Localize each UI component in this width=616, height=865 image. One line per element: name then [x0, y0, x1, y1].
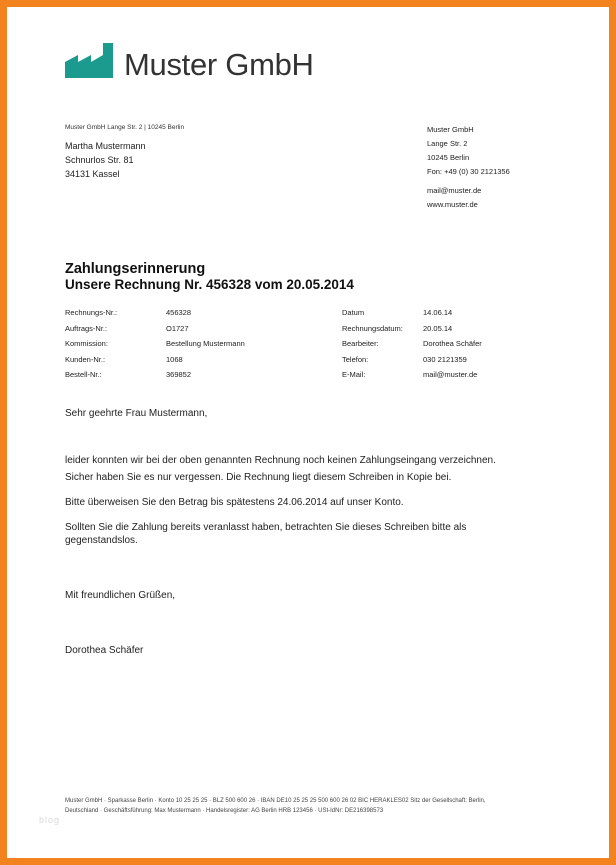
meta-label: Rechnungs-Nr.: — [65, 308, 118, 317]
meta-label: Rechnungsdatum: — [342, 323, 403, 333]
title-main: Zahlungserinnerung — [65, 261, 206, 277]
meta-row — [342, 355, 482, 371]
company-line: Muster GmbH — [427, 125, 474, 134]
meta-label: Kommission: — [65, 339, 108, 348]
watermark: blog — [39, 815, 61, 825]
recipient-line: Schnurlos Str. 81 — [65, 155, 134, 165]
invoice-details-left — [65, 308, 245, 386]
recipient-line: 34131 Kassel — [65, 169, 120, 179]
company-email: mail@muster.de — [427, 186, 482, 195]
meta-label: Auftrags-Nr.: — [65, 323, 108, 333]
invoice-details-right — [342, 308, 482, 386]
meta-value: O1727 — [166, 323, 189, 333]
meta-row — [342, 324, 482, 340]
letter-body — [65, 407, 565, 657]
meta-label: Bearbeiter: — [342, 339, 379, 348]
meta-label: Telefon: — [342, 354, 369, 364]
meta-value: 030 2121359 — [423, 354, 467, 364]
meta-row — [342, 308, 482, 324]
meta-value: 456328 — [166, 308, 192, 317]
meta-row — [342, 339, 482, 355]
recipient-line: Martha Mustermann — [65, 141, 146, 151]
meta-value: mail@muster.de — [423, 370, 478, 379]
sender-return-address: Muster GmbH Lange Str. 2 | 10245 Berlin — [65, 124, 185, 131]
meta-row — [65, 339, 245, 355]
meta-value: Dorothea Schäfer — [423, 339, 482, 348]
closing: Mit freundlichen Grüßen, — [65, 590, 176, 601]
meta-value: Bestellung Mustermann — [166, 339, 245, 348]
paragraph: Sicher haben Sie es nur vergessen. Die Rechnung liegt diesem Schreiben in Kopie bei. — [65, 472, 452, 483]
company-logo — [65, 43, 314, 82]
footer — [65, 796, 545, 816]
meta-value: 14.06.14 — [423, 308, 453, 317]
meta-label: E-Mail: — [342, 370, 366, 379]
salutation: Sehr geehrte Frau Mustermann, — [65, 408, 208, 419]
company-address — [427, 123, 510, 212]
recipient-address — [65, 139, 146, 181]
letter-title — [65, 261, 354, 293]
paragraph: leider konnten wir bei der oben genannten Rechnung noch keinen Zahlungseingang verzeichnen. — [65, 455, 496, 466]
signature: Dorothea Schäfer — [65, 645, 144, 656]
meta-label: Bestell-Nr.: — [65, 370, 102, 379]
paragraph: Bitte überweisen Sie den Betrag bis spätestens 24.06.2014 auf unser Konto. — [65, 497, 404, 508]
meta-row — [65, 370, 245, 386]
meta-row — [65, 324, 245, 340]
company-line: 10245 Berlin — [427, 153, 470, 162]
footer-line: Muster GmbH · Sparkasse Berlin · Konto 10 25 25 25 · BLZ 500 600 26 · IBAN DE10 25 25 25 500 600 26 02 BIC HERAKLES02 Sitz der Gesellschaft: Berlin, — [65, 798, 486, 804]
company-website: www.muster.de — [427, 200, 478, 209]
factory-icon — [65, 43, 115, 78]
meta-row — [342, 370, 482, 386]
meta-value: 20.05.14 — [423, 323, 453, 333]
meta-label: Kunden-Nr.: — [65, 354, 106, 364]
meta-label: Datum — [342, 308, 365, 317]
meta-value: 369852 — [166, 370, 192, 379]
title-sub: Unsere Rechnung Nr. 456328 vom 20.05.2014 — [65, 277, 354, 292]
meta-row — [65, 308, 245, 324]
paragraph: Sollten Sie die Zahlung bereits veranlasst haben, betrachten Sie dieses Schreiben bitte als gegenstandslos. — [65, 522, 467, 546]
company-phone: Fon: +49 (0) 30 2121356 — [427, 167, 510, 176]
letter-page — [7, 7, 609, 858]
footer-line: Deutschland · Geschäftsführung: Max Mustermann · Handelsregister: AG Berlin HRB 123456 · USt-IdNr: DE216398573 — [65, 808, 384, 814]
meta-row — [65, 355, 245, 371]
meta-value: 1068 — [166, 354, 183, 364]
company-line: Lange Str. 2 — [427, 139, 468, 148]
logo-text: Muster GmbH — [124, 47, 314, 82]
